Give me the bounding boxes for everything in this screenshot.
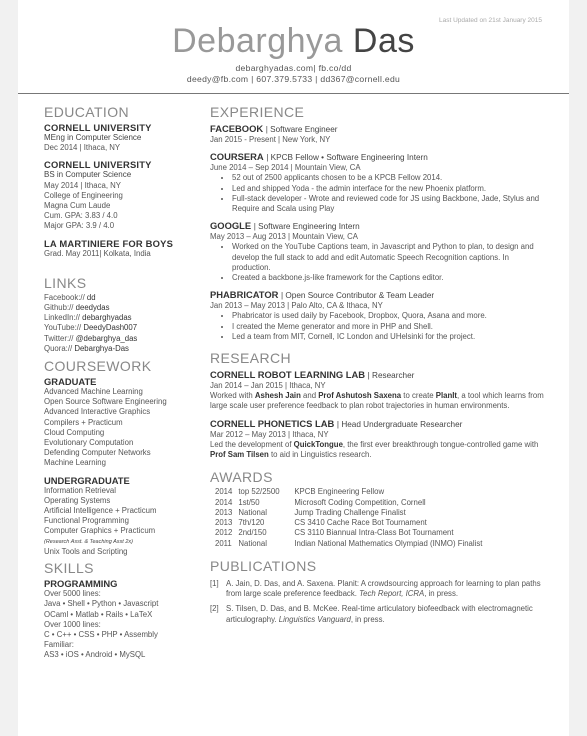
publications-heading: PUBLICATIONS [210, 558, 317, 575]
job-role: Software Engineer [270, 125, 338, 134]
links-heading: LINKS [44, 274, 87, 291]
course-item: Computer Graphics + Practicum [44, 526, 156, 536]
course-item: Machine Learning [44, 458, 106, 468]
link-item[interactable] [44, 293, 202, 303]
company-name: COURSERA [210, 151, 264, 163]
link-value: dd [86, 292, 96, 302]
job-role: KPCB Fellow • Software Engineering Intern [270, 153, 428, 163]
course-item: Evolutionary Computation [44, 438, 134, 448]
graduate-heading: GRADUATE [44, 376, 97, 388]
job-entry: GOOGLE | Software Engineering Intern May 2013 – Aug 2013 | Mountain View, CA • Worked on the YouTube Captions team, in Javascript and Python to plan, to design and develop the full stack to add and edit Automatic Speech Recognition captions. In production. • Created a backbone.js-like framework for the Captions editor. [210, 220, 545, 283]
education-entry [44, 238, 202, 259]
publication-number: [1] [210, 579, 219, 589]
awards-heading: AWARDS [210, 469, 273, 486]
course-item: Compilers + Practicum [44, 417, 123, 427]
award-row: 2012 2nd/150 CS 3110 Biannual Intra-Class Bot Tournament [215, 528, 454, 538]
education-detail: Grad. May 2011| Kolkata, India [44, 248, 151, 258]
header-divider [18, 93, 569, 94]
school-name: CORNELL UNIVERSITY [44, 122, 152, 133]
job-bullet: • Phabricator is used daily by Facebook, Dropbox, Quora, Asana and more. [232, 311, 545, 321]
company-name: GOOGLE [210, 220, 252, 232]
link-label: Facebook:// [44, 292, 85, 302]
job-meta: Jan 2013 – May 2013 | Palo Alto, CA & Ithaca, NY [210, 301, 383, 311]
degree: BS in Computer Science [44, 170, 132, 180]
link-item[interactable] [44, 303, 202, 313]
skill-item: C • C++ • CSS • PHP • Assembly [44, 629, 158, 639]
job-bullet: • I created the Meme generator and more in PHP and Shell. [232, 322, 545, 332]
award-row: 2014 1st/50 Microsoft Coding Competition, Cornell [215, 497, 426, 507]
link-label: Github:// [44, 303, 74, 313]
award-row: 2011 National Indian National Mathematics Olympiad (INMO) Finalist [215, 538, 483, 548]
resume-name [0, 22, 587, 61]
skill-level: Over 5000 lines: [44, 589, 101, 599]
job-bullet: • Full-stack developer - Wrote and reviewed code for JS using Backbone, Jade, Stylus and Require and Scala using Play [232, 194, 545, 214]
job-bullet: • Led a team from MIT, Cornell, IC London and UHelsinki for the project. [232, 332, 545, 342]
left-margin-shade [0, 0, 18, 736]
link-item[interactable] [44, 344, 202, 354]
job-role: Open Source Contributor & Team Leader [285, 291, 435, 301]
undergraduate-heading: UNDERGRADUATE [44, 474, 130, 486]
publication-item [210, 579, 545, 599]
research-description: Worked with Ashesh Jain and Prof Ashutosh Saxena to create PlanIt, a tool which learns from large scale user preference feedback to plan robot trajectories in human environments. [210, 391, 544, 411]
education-detail: Dec 2014 | Ithaca, NY [44, 143, 121, 153]
link-label: Twitter:// [44, 333, 74, 343]
publication-citation: A. Jain, D. Das, and A. Saxena. Planit: A crowdsourcing approach for learning to plan paths from large scale preference feedback. Tech Report, ICRA, in press. [226, 579, 541, 599]
link-label: YouTube:// [44, 323, 82, 333]
research-meta: Jan 2014 – Jan 2015 | Ithaca, NY [210, 381, 326, 391]
lab-name: CORNELL ROBOT LEARNING LAB [210, 369, 366, 381]
job-bullets [210, 173, 545, 214]
course-item: Unix Tools and Scripting [44, 546, 128, 556]
link-label: LinkedIn:// [44, 313, 80, 323]
job-meta: May 2013 – Aug 2013 | Mountain View, CA [210, 232, 358, 242]
award-row: 2014 top 52/2500 KPCB Engineering Fellow [215, 487, 385, 497]
job-entry: COURSERA | KPCB Fellow • Software Engineering Intern June 2014 – Sep 2014 | Mountain View, CA • 52 out of 2500 applicants chosen to be a KPCB Fellow 2014. • Led and shipped Yoda - the admin interface for the new Phoenix platform. • Full-stack developer - Wrote and reviewed code for JS using Backbone, Jade, Stylus and Require and Scala using Play [210, 151, 545, 214]
job-bullet: • Worked on the YouTube Captions team, in Javascript and Python to plan, to design and develop the full stack to add and edit Automatic Speech Recognition captions. In production. [232, 242, 545, 273]
job-bullets [210, 311, 545, 342]
link-value: DeedyDash007 [83, 323, 138, 333]
skill-level: Over 1000 lines: [44, 619, 101, 629]
publication-citation: S. Tilsen, D. Das, and B. McKee. Real-time articulatory biofeedback with electromagnetic articulography. Linguistics Vanguard, in press. [226, 604, 533, 624]
school-name: CORNELL UNIVERSITY [44, 159, 152, 171]
education-heading: EDUCATION [44, 104, 130, 120]
skills-heading: SKILLS [44, 560, 94, 577]
job-bullet: • Created a backbone.js-like framework for the Captions editor. [232, 273, 545, 283]
course-item: Functional Programming [44, 516, 129, 526]
research-heading: RESEARCH [210, 350, 291, 367]
course-item: Advanced Machine Learning [44, 387, 143, 397]
right-margin-shade [569, 0, 587, 736]
education-detail: College of Engineering [44, 190, 123, 200]
research-meta: Mar 2012 – May 2013 | Ithaca, NY [210, 429, 329, 439]
skill-item: AS3 • iOS • Android • MySQL [44, 650, 146, 660]
awards-table [215, 487, 488, 549]
left-column [44, 104, 202, 661]
last-updated: Last Updated on 21st January 2015 [439, 17, 542, 24]
education-detail: May 2014 | Ithaca, NY [44, 180, 122, 190]
education-detail: Magna Cum Laude [44, 201, 111, 211]
award-row: 2013 7th/120 CS 3410 Cache Race Bot Tournament [215, 518, 427, 528]
lab-name: CORNELL PHONETICS LAB [210, 417, 335, 429]
job-meta: Jan 2015 - Present | New York, NY [210, 135, 331, 144]
job-role: Software Engineering Intern [258, 222, 360, 232]
course-item: Operating Systems [44, 495, 111, 505]
job-bullet: • Led and shipped Yoda - the admin interface for the new Phoenix platform. [232, 184, 545, 194]
skill-level: Familiar: [44, 640, 74, 650]
undergraduate-courses [44, 486, 202, 557]
link-value: Debarghya-Das [74, 343, 129, 353]
publication-item [210, 604, 545, 624]
research-role: Head Undergraduate Researcher [341, 419, 463, 429]
coursework-heading: COURSEWORK [44, 358, 152, 375]
job-bullet: • 52 out of 2500 applicants chosen to be a KPCB Fellow 2014. [232, 173, 545, 183]
ta-note: (Research Asst. & Teaching Asst 2x) [44, 538, 133, 545]
job-meta: June 2014 – Sep 2014 | Mountain View, CA [210, 163, 361, 173]
skills-list [44, 589, 202, 660]
education-entry [44, 159, 202, 231]
link-item[interactable] [44, 313, 202, 323]
job-bullets [210, 242, 545, 283]
company-name: FACEBOOK [210, 123, 264, 134]
right-column [210, 104, 545, 625]
research-role: Researcher [372, 371, 415, 381]
school-name: LA MARTINIERE FOR BOYS [44, 237, 174, 249]
course-item: Cloud Computing [44, 427, 105, 437]
education-detail: Cum. GPA: 3.83 / 4.0 [44, 211, 118, 221]
education-detail: Major GPA: 3.9 / 4.0 [44, 221, 115, 231]
link-label: Quora:// [44, 343, 73, 353]
links-list [44, 293, 202, 354]
graduate-courses [44, 387, 202, 469]
publication-number: [2] [210, 604, 219, 614]
link-value: @debarghya_das [75, 333, 138, 343]
research-entry: CORNELL PHONETICS LAB | Head Undergraduate Researcher Mar 2012 – May 2013 | Ithaca, NY Led the development of QuickTongue, the first ever breakthrough tongue-controlled game with Prof Sam Tilsen to aid in Linguistics research. [210, 418, 545, 461]
education-entry [44, 122, 202, 153]
course-item: Information Retrieval [44, 485, 116, 495]
link-value: debarghyadas [82, 313, 132, 323]
contact-details: deedy@fb.com | 607.379.5733 | dd367@cornell.edu [186, 74, 401, 84]
job-entry: PHABRICATOR | Open Source Contributor & Team Leader Jan 2013 – May 2013 | Palo Alto, CA & Ithaca, NY • Phabricator is used daily by Facebook, Dropbox, Quora, Asana and more. • I created the Meme generator and more in PHP and Shell. • Led a team from MIT, Cornell, IC London and UHelsinki for the project. [210, 289, 545, 342]
programming-heading: PROGRAMMING [44, 578, 118, 590]
award-row: 2013 National Jump Trading Challenge Finalist [215, 507, 406, 517]
course-item: Advanced Interactive Graphics [44, 407, 151, 417]
last-name: Das [352, 22, 415, 60]
degree: MEng in Computer Science [44, 133, 142, 142]
research-description: Led the development of QuickTongue, the first ever breakthrough tongue-controlled game with Prof Sam Tilsen to aid in Linguistics research. [210, 439, 539, 460]
course-item: Open Source Software Engineering [44, 397, 167, 407]
contact-websites: debarghyadas.com| fb.co/dd [235, 63, 352, 73]
company-name: PHABRICATOR [210, 289, 279, 301]
skill-item: Java • Shell • Python • Javascript [44, 599, 159, 609]
skill-item: OCaml • Matlab • Rails • LaTeX [44, 609, 153, 619]
job-entry: FACEBOOK | Software Engineer Jan 2015 - Present | New York, NY [210, 123, 545, 145]
link-value: deedydas [75, 303, 110, 313]
course-item: Artificial Intelligence + Practicum [44, 506, 157, 516]
link-item[interactable] [44, 323, 202, 333]
experience-heading: EXPERIENCE [210, 104, 305, 120]
course-item: Defending Computer Networks [44, 448, 151, 458]
link-item[interactable] [44, 334, 202, 344]
first-name: Debarghya [172, 22, 343, 60]
research-entry: CORNELL ROBOT LEARNING LAB | Researcher Jan 2014 – Jan 2015 | Ithaca, NY Worked with Ashesh Jain and Prof Ashutosh Saxena to create PlanIt, a tool which learns from large scale user preference feedback to plan robot trajectories in human environments. [210, 369, 544, 411]
